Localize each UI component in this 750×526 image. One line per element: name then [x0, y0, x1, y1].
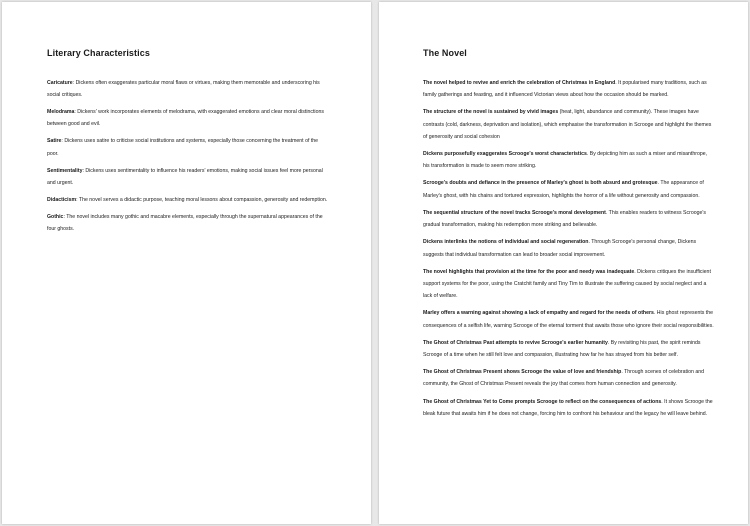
- key-point: The sequential structure of the novel tracks Scrooge's moral development: [423, 209, 606, 216]
- key-point: The Ghost of Christmas Present shows Scrooge the value of love and friendship: [423, 369, 622, 376]
- paragraph-satire: Satire: Dickens uses satire to criticise social institutions and systems, especially those concerning the treatment of the poor.: [47, 138, 319, 157]
- paragraph-gothic: Gothic: The novel includes many gothic and macabre elements, especially through the supernatural appearances of the four ghosts.: [47, 213, 323, 232]
- description: Through scenes of celebration and community, the Ghost of Christmas Present reveals the joy that comes from human connection and generosity.: [423, 369, 705, 388]
- paragraph: Scrooge's doubts and defiance in the presence of Marley's ghost is both absurd and grotesque. The appearance of Marley's ghost, with his chains and tortured expression, highlights the horror of a life without generosity and compassion.: [423, 180, 704, 199]
- paragraph-sentimentality: Sentimentality: Dickens uses sentimentality to influence his readers' emotions, making social issues feel more personal and urgent.: [47, 167, 323, 186]
- term: Sentimentality: [47, 167, 83, 174]
- paragraph: [423, 106, 714, 143]
- key-point: The novel highlights that provision at the time for the poor and needy was inadequate: [423, 268, 635, 275]
- term: Didacticism: [47, 196, 77, 203]
- paragraph: Dickens purposefully exaggerates Scrooge's worst characteristics. By depicting him as such a miser and misanthrope, his transformation is made to seem more striking.: [423, 151, 708, 170]
- key-point: Marley offers a warning against showing a lack of empathy and regard for the needs of others: [423, 310, 654, 317]
- page-heading: The Novel: [423, 48, 467, 58]
- description: Through Scrooge's personal change, Dickens suggests that individual transformation can lead to broader social improvement.: [423, 239, 697, 258]
- term: Melodrama: [47, 109, 75, 116]
- description: This enables readers to witness Scrooge's gradual transformation, making his redemption more striking and believable.: [423, 209, 706, 229]
- description: By depicting him as such a miser and misanthrope, his transformation is made to seem more striking.: [423, 151, 708, 170]
- description: The appearance of Marley's ghost, with his chains and tortured expression, highlights the horror of a life without generosity and compassion.: [423, 180, 704, 199]
- characteristics-list: [47, 77, 331, 235]
- right-page: [379, 2, 748, 524]
- description: It shows Scrooge the bleak future that awaits him if he does not change, forcing him to confront his behaviour and the legacy he will leave behind.: [423, 398, 713, 417]
- paragraph: The Ghost of Christmas Yet to Come prompts Scrooge to reflect on the consequences of actions. It shows Scrooge the bleak future that awaits him if he does not change, forcing him to confront his behaviour and the legacy he will leave behind.: [423, 398, 713, 417]
- description: By revisiting his past, the spirit reminds Scrooge of a time when he still felt love and compassion, illustrating how far he has strayed from his better self.: [423, 339, 701, 359]
- description: The novel serves a didactic purpose, teaching moral lessons about compassion, generosity and redemption.: [78, 196, 328, 203]
- description: The novel includes many gothic and macabre elements, especially through the supernatural appearances of the four ghosts.: [47, 213, 323, 232]
- description: (heat, light, abundance and community). These images have contrasts (cold, darkness, deprivation and isolation), which emphasise the transformation in Scrooge and highlight the themes of generosity and social cohesion: [423, 109, 712, 140]
- term: Caricature: [47, 80, 73, 86]
- key-point: The novel helped to revive and enrich the celebration of Christmas in England: [423, 80, 616, 86]
- paragraph: The Ghost of Christmas Past attempts to revive Scrooge's earlier humanity. By revisiting his past, the spirit reminds Scrooge of a time when he still felt love and compassion, illustrating how far he has strayed from his better self.: [423, 339, 701, 359]
- description: Dickens often exaggerates particular moral flaws or virtues, making them memorable and underscoring his social critiques.: [47, 80, 320, 99]
- description: Dickens uses satire to criticise social institutions and systems, especially those concerning the treatment of the poor.: [47, 138, 319, 157]
- left-page: [2, 2, 371, 524]
- description: Dickens critiques the insufficient support systems for the poor, using the Cratchit family and Tiny Tim to illustrate the suffering caused by social neglect and a lack of welfare.: [423, 268, 711, 300]
- paragraph-didacticism: Didacticism: The novel serves a didactic purpose, teaching moral lessons about compassion, generosity and redemption.: [47, 196, 328, 203]
- paragraph: Dickens interlinks the notions of individual and social regeneration. Through Scrooge's personal change, Dickens suggests that individual transformation can lead to broader social improvement.: [423, 239, 697, 258]
- description: Dickens uses sentimentality to influence his readers' emotions, making social issues feel more personal and urgent.: [47, 167, 323, 186]
- paragraph-caricature: Caricature: Dickens often exaggerates particular moral flaws or virtues, making them memorable and underscoring his social critiques.: [47, 80, 320, 99]
- key-point: The structure of the novel is sustained by vivid images: [423, 109, 559, 116]
- description: Dickens' work incorporates elements of melodrama, with exaggerated emotions and clear moral distinctions between good and evil.: [47, 109, 324, 128]
- paragraph: The novel helped to revive and enrich the celebration of Christmas in England. It popularised many traditions, such as family gatherings and feasting, and it influenced Victorian views about how the occasion should be marked.: [423, 80, 707, 99]
- key-point: The Ghost of Christmas Yet to Come prompts Scrooge to reflect on the consequences of actions: [423, 398, 662, 405]
- key-point: Scrooge's doubts and defiance in the presence of Marley's ghost is both absurd and grotesque: [423, 180, 658, 187]
- key-point: Dickens interlinks the notions of individual and social regeneration: [423, 239, 589, 246]
- key-point: The Ghost of Christmas Past attempts to revive Scrooge's earlier humanity: [423, 339, 608, 346]
- page-heading: Literary Characteristics: [47, 48, 150, 58]
- paragraph: The sequential structure of the novel tracks Scrooge's moral development. This enables readers to witness Scrooge's gradual transformation, making his redemption more striking and believable.: [423, 209, 706, 229]
- description: His ghost represents the consequences of a selfish life, warning Scrooge of the eternal torment that awaits those who ignore their social responsibilities.: [423, 310, 714, 329]
- term: Gothic: [47, 213, 64, 220]
- paragraph: The Ghost of Christmas Present shows Scrooge the value of love and friendship. Through scenes of celebration and community, the Ghost of Christmas Present reveals the joy that comes from human connection and generosity.: [423, 369, 705, 388]
- term: Satire: [47, 138, 62, 145]
- description: It popularised many traditions, such as family gatherings and feasting, and it influenced Victorian views about how the occasion should be marked.: [423, 80, 707, 99]
- novel-points-list: [423, 77, 714, 420]
- paragraph: Marley offers a warning against showing a lack of empathy and regard for the needs of others. His ghost represents the consequences of a selfish life, warning Scrooge of the eternal torment that awaits those who ignore their social responsibilities.: [423, 310, 714, 329]
- paragraph: The novel highlights that provision at the time for the poor and needy was inadequate. Dickens critiques the insufficient support systems for the poor, using the Cratchit family and Tiny Tim to illustrate the suffering caused by social neglect and a lack of welfare.: [423, 268, 711, 300]
- paragraph-melodrama: Melodrama: Dickens' work incorporates elements of melodrama, with exaggerated emotions and clear moral distinctions between good and evil.: [47, 109, 324, 128]
- key-point: Dickens purposefully exaggerates Scrooge's worst characteristics: [423, 151, 587, 158]
